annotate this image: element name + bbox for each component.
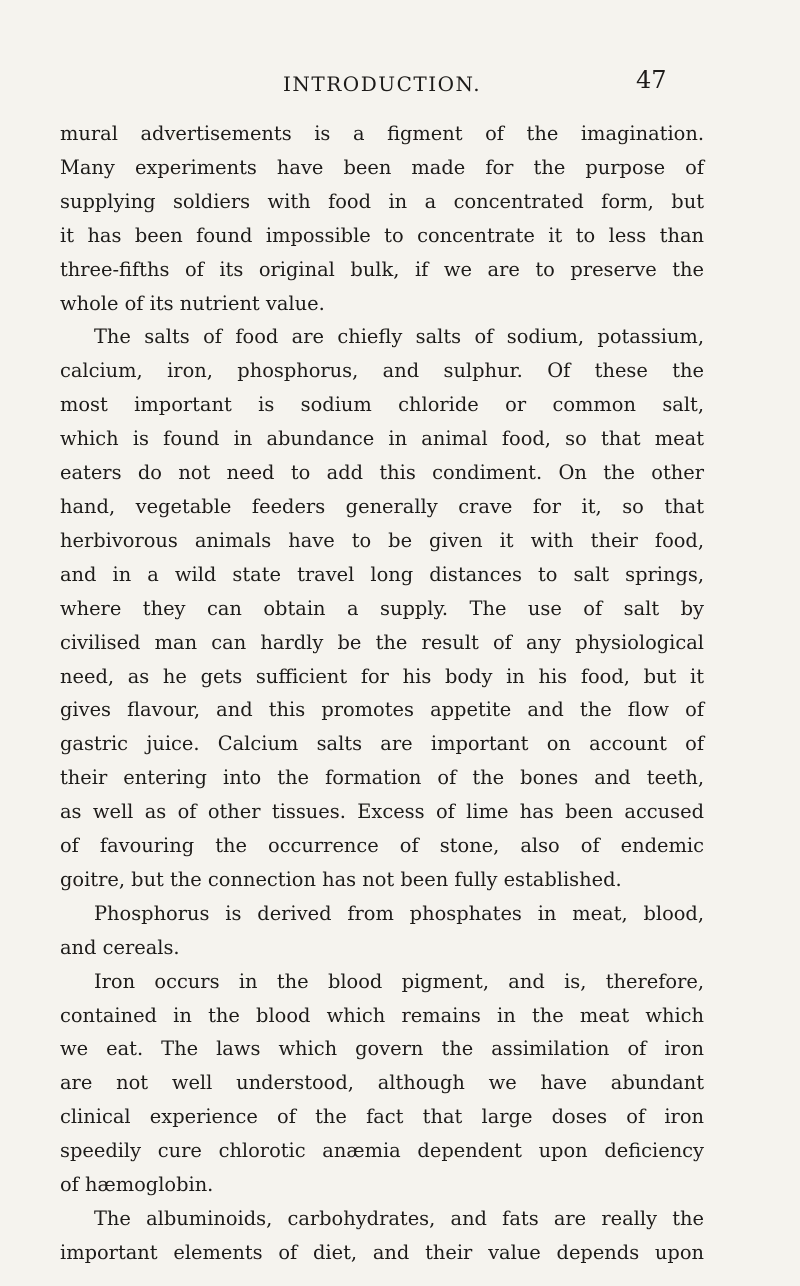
text-line: are not well understood, although we have abundant (60, 1071, 704, 1095)
running-head-title: INTRODUCTION. (283, 72, 482, 96)
text-line: need, as he gets sufficient for his body in his food, but it (60, 664, 704, 688)
text-line: civilised man can hardly be the result of any physiological (60, 630, 704, 654)
text-line: calcium, iron, phosphorus, and sulphur. Of these the (60, 359, 704, 383)
text-line: Many experiments have been made for the purpose of (60, 155, 704, 179)
text-line: gastric juice. Calcium salts are important on account of (60, 732, 704, 756)
text-line: gives flavour, and this promotes appetite and the flow of (60, 698, 704, 722)
text-line: of hæmoglobin. (60, 1173, 214, 1197)
text-line: of favouring the occurrence of stone, also of endemic (60, 834, 704, 858)
text-line: herbivorous animals have to be given it with their food, (60, 528, 704, 552)
text-line: where they can obtain a supply. The use of salt by (60, 596, 704, 620)
body-text (60, 117, 704, 1270)
text-line: goitre, but the connection has not been fully established. (60, 867, 622, 891)
text-line: contained in the blood which remains in the meat which (60, 1003, 704, 1027)
text-line: The salts of food are chiefly salts of sodium, potassium, (94, 325, 704, 349)
text-line: eaters do not need to add this condiment. On the other (60, 461, 704, 485)
text-line: it has been found impossible to concentrate it to less than (60, 223, 704, 247)
text-line: clinical experience of the fact that large doses of iron (60, 1105, 704, 1129)
text-line: and in a wild state travel long distances to salt springs, (60, 562, 704, 586)
text-line: we eat. The laws which govern the assimilation of iron (60, 1037, 704, 1061)
text-line: mural advertisements is a figment of the imagination. (60, 122, 704, 145)
text-line: three-fifths of its original bulk, if we are to preserve the (60, 257, 704, 281)
text-line: important elements of diet, and their value depends upon (60, 1240, 704, 1264)
text-line: hand, vegetable feeders generally crave for it, so that (60, 494, 704, 518)
text-line: speedily cure chlorotic anæmia dependent upon deficiency (60, 1139, 704, 1163)
text-line: Iron occurs in the blood pigment, and is, therefore, (94, 969, 704, 993)
text-line: most important is sodium chloride or common salt, (60, 393, 704, 417)
text-line: whole of its nutrient value. (60, 291, 325, 315)
page-number: 47 (636, 66, 667, 94)
text-line: which is found in abundance in animal food, so that meat (60, 427, 704, 451)
text-line: their entering into the formation of the bones and teeth, (60, 766, 704, 790)
text-line: and cereals. (60, 935, 180, 959)
text-line: supplying soldiers with food in a concentrated form, but (60, 189, 704, 213)
text-line: as well as of other tissues. Excess of lime has been accused (60, 800, 704, 824)
text-line: Phosphorus is derived from phosphates in meat, blood, (94, 901, 704, 925)
text-line: The albuminoids, carbohydrates, and fats are really the (94, 1207, 704, 1230)
